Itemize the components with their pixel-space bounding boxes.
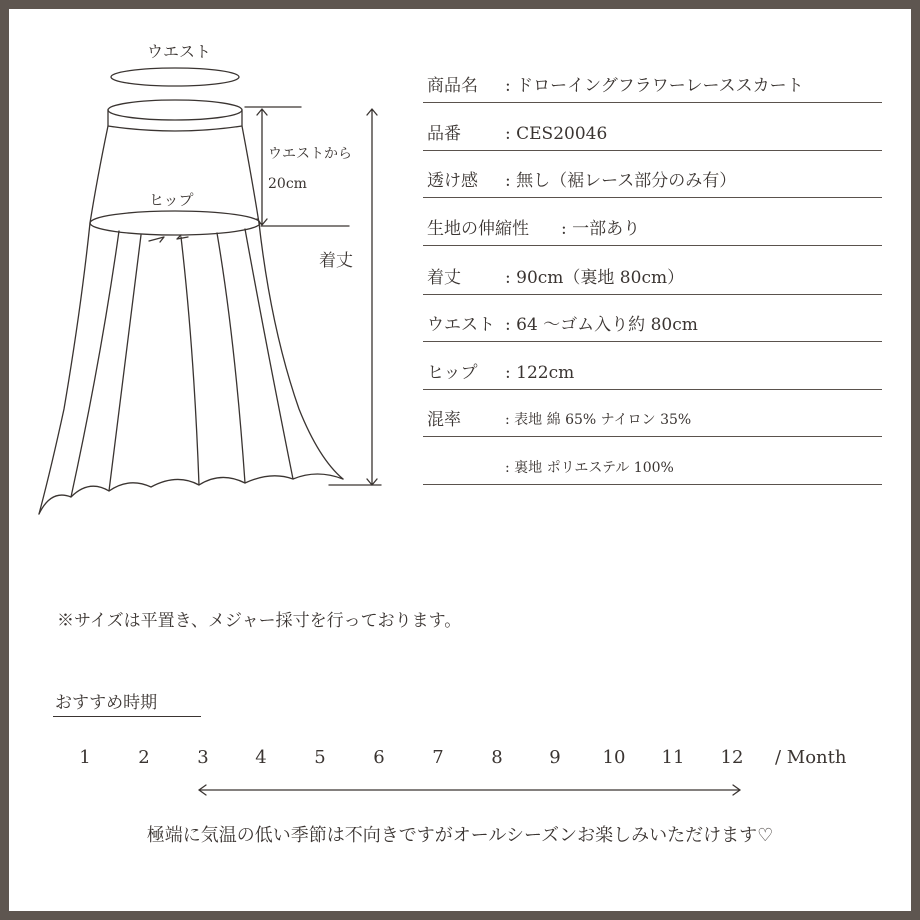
spec-value: : ドローイングフラワーレーススカート xyxy=(505,76,804,96)
spec-value: : 122cm xyxy=(505,363,575,383)
spec-label: 品番 xyxy=(427,124,461,144)
spec-label: 商品名 xyxy=(427,76,478,96)
month-unit-label: / Month xyxy=(775,747,847,768)
waist-measure-ellipse xyxy=(111,68,239,86)
season-title: おすすめ時期 xyxy=(55,693,158,713)
month-label: 10 xyxy=(602,747,626,768)
spec-value: : CES20046 xyxy=(505,124,608,144)
spec-row-hip xyxy=(423,355,882,390)
spec-value: : 64 〜ゴム入り約 80cm xyxy=(505,315,698,335)
month-label: 5 xyxy=(314,747,326,768)
waistband-top xyxy=(108,100,242,120)
spec-label: 生地の伸縮性 xyxy=(427,219,529,239)
recommended-range-arrow xyxy=(9,779,911,801)
spec-row-sheerness xyxy=(423,163,882,198)
spec-row-lining xyxy=(423,450,882,485)
spec-row-waist xyxy=(423,307,882,342)
waist-to-hip-label-2: 20cm xyxy=(268,176,307,192)
yoke-left xyxy=(90,126,108,223)
month-label: 12 xyxy=(720,747,744,768)
waist-to-hip-arrow xyxy=(257,109,267,225)
measurement-note: ※サイズは平置き、メジャー採寸を行っております。 xyxy=(57,611,462,631)
spec-label: ヒップ xyxy=(427,363,478,383)
month-label: 9 xyxy=(549,747,561,768)
spec-value: : 表地 綿 65% ナイロン 35% xyxy=(505,412,692,428)
month-label: 2 xyxy=(138,747,150,768)
month-label: 6 xyxy=(373,747,385,768)
skirt-left-side xyxy=(39,223,90,514)
length-arrow xyxy=(367,109,377,485)
spec-value: : 無し（裾レース部分のみ有） xyxy=(505,171,737,191)
month-label: 7 xyxy=(432,747,444,768)
spec-value: : 90cm（裏地 80cm） xyxy=(505,268,685,288)
month-label: 3 xyxy=(197,747,209,768)
waist-label: ウエスト xyxy=(147,42,212,61)
season-footer-note: 極端に気温の低い季節は不向きですがオールシーズンお楽しみいただけます♡ xyxy=(146,825,774,846)
spec-label: ウエスト xyxy=(427,315,495,335)
size-chart-card xyxy=(9,9,911,911)
season-title-underline xyxy=(53,716,201,717)
month-label: 4 xyxy=(255,747,267,768)
length-label: 着丈 xyxy=(319,251,353,271)
spec-row-composition xyxy=(423,402,882,437)
month-label: 1 xyxy=(79,747,91,768)
skirt-hem xyxy=(39,474,343,514)
spec-label: 着丈 xyxy=(427,268,461,288)
skirt-diagram xyxy=(9,9,409,529)
spec-row-stretch xyxy=(423,211,882,246)
spec-value: : 一部あり xyxy=(561,219,641,239)
month-label: 8 xyxy=(491,747,503,768)
spec-row-name xyxy=(423,68,882,103)
waist-to-hip-label-1: ウエストから xyxy=(268,146,352,162)
spec-value: : 裏地 ポリエステル 100% xyxy=(505,460,674,476)
yoke-right xyxy=(242,126,259,223)
spec-row-code xyxy=(423,116,882,151)
spec-label: 混率 xyxy=(427,410,461,430)
spec-label: 透け感 xyxy=(427,171,478,191)
hip-label: ヒップ xyxy=(149,191,194,209)
month-label: 11 xyxy=(661,747,685,768)
hip-ellipse xyxy=(90,211,260,235)
spec-row-length xyxy=(423,260,882,295)
